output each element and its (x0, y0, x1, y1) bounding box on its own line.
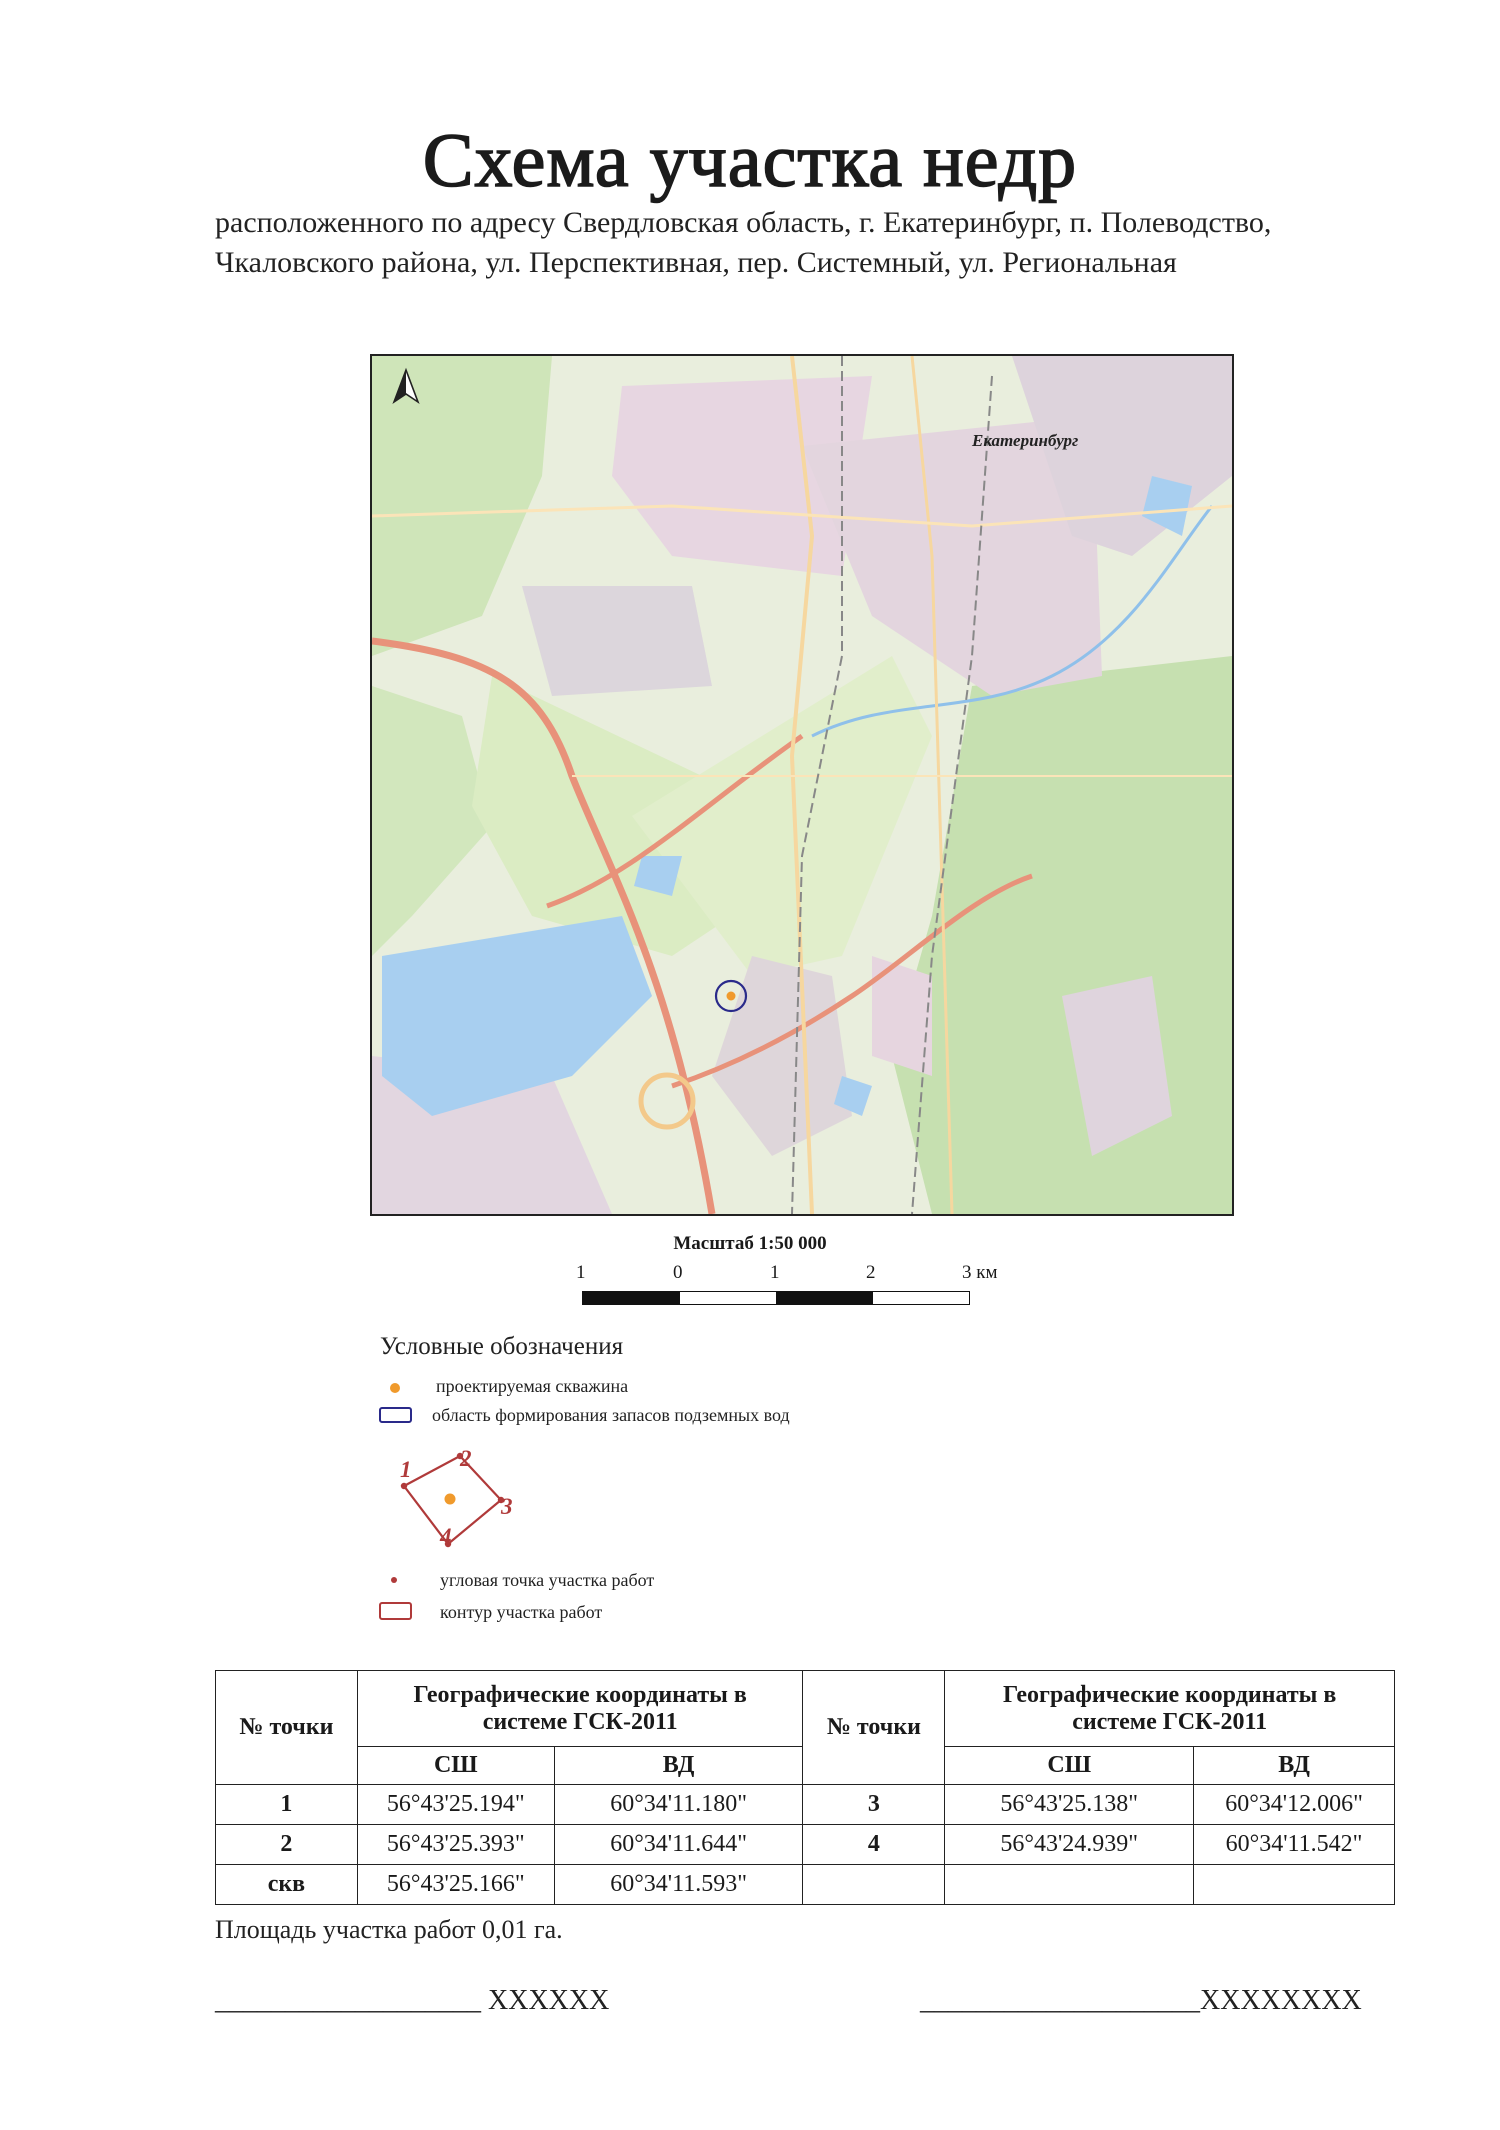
header-point-number: № точки (803, 1671, 945, 1785)
latitude-cell (945, 1865, 1194, 1905)
longitude-cell: 60°34'12.006" (1194, 1785, 1395, 1825)
plot-point-label: 3 (501, 1494, 513, 1519)
longitude-cell (1194, 1865, 1395, 1905)
address-line-2: Чкаловского района, ул. Перспективная, пер. Системный, ул. Региональная (215, 246, 1177, 279)
document-title: Схема участка недр (422, 119, 1078, 203)
scale-tick: 2 (866, 1262, 876, 1283)
coordinates-table (215, 1670, 1395, 1905)
table-row (216, 1785, 1395, 1825)
signature-left (215, 1985, 609, 2017)
point-number: 2 (216, 1825, 358, 1865)
orange-dot-icon (390, 1383, 400, 1393)
industrial-area (522, 586, 712, 696)
site-plot-diagram (380, 1440, 530, 1555)
plot-point-label: 2 (460, 1446, 472, 1471)
point-number: 3 (803, 1785, 945, 1825)
scale-tick: 1 (770, 1262, 780, 1283)
scale-tick: 3 км (962, 1262, 998, 1283)
signature-line: ___________________ (215, 1985, 481, 2016)
signature-name: XXXXXX (488, 1985, 610, 2016)
point-number: 4 (803, 1825, 945, 1865)
signature-line: ____________________ (920, 1985, 1200, 2016)
header-longitude: ВД (1194, 1747, 1395, 1785)
point-number: 1 (216, 1785, 358, 1825)
red-rect-icon (379, 1602, 412, 1620)
header-point-number: № точки (216, 1671, 358, 1785)
scale-bar (582, 1291, 970, 1305)
legend-item-well: проектируемая скважина (436, 1376, 629, 1396)
table-row (216, 1865, 1395, 1905)
plot-point-label: 4 (440, 1524, 452, 1549)
longitude-cell: 60°34'11.180" (554, 1785, 803, 1825)
latitude-cell: 56°43'24.939" (945, 1825, 1194, 1865)
well-marker (727, 992, 736, 1001)
longitude-cell: 60°34'11.542" (1194, 1825, 1395, 1865)
latitude-cell: 56°43'25.393" (357, 1825, 554, 1865)
signature-name: XXXXXXXX (1200, 1985, 1362, 2016)
scale-title: Масштаб 1:50 000 (673, 1233, 827, 1254)
address-line-1: расположенного по адресу Свердловская область, г. Екатеринбург, п. Полеводство, (215, 206, 1272, 239)
scale-tick: 1 (576, 1262, 586, 1283)
scale-tick: 0 (673, 1262, 683, 1283)
latitude-cell: 56°43'25.138" (945, 1785, 1194, 1825)
red-dot-icon (391, 1577, 397, 1583)
table-row (216, 1825, 1395, 1865)
signature-right (920, 1985, 1362, 2017)
longitude-cell: 60°34'11.593" (554, 1865, 803, 1905)
longitude-cell: 60°34'11.644" (554, 1825, 803, 1865)
latitude-cell: 56°43'25.166" (357, 1865, 554, 1905)
point-number (803, 1865, 945, 1905)
header-coordinates: Географические координаты в системе ГСК-2011 (945, 1671, 1395, 1747)
header-coordinates: Географические координаты в системе ГСК-2011 (357, 1671, 803, 1747)
plot-point-label: 1 (400, 1457, 412, 1482)
legend-title: Условные обозначения (380, 1333, 624, 1360)
site-map[interactable] (370, 354, 1234, 1216)
legend-item-aquifer: область формирования запасов подземных вод (432, 1405, 790, 1425)
blue-rect-icon (379, 1407, 412, 1423)
work-area-text: Площадь участка работ 0,01 га. (215, 1915, 563, 1944)
legend-item-contour: контур участка работ (440, 1602, 603, 1622)
header-longitude: ВД (554, 1747, 803, 1785)
legend-item-corner-point: угловая точка участка работ (440, 1570, 655, 1590)
latitude-cell: 56°43'25.194" (357, 1785, 554, 1825)
city-label: Екатеринбург (972, 431, 1079, 450)
header-latitude: СШ (357, 1747, 554, 1785)
point-number: скв (216, 1865, 358, 1905)
header-latitude: СШ (945, 1747, 1194, 1785)
